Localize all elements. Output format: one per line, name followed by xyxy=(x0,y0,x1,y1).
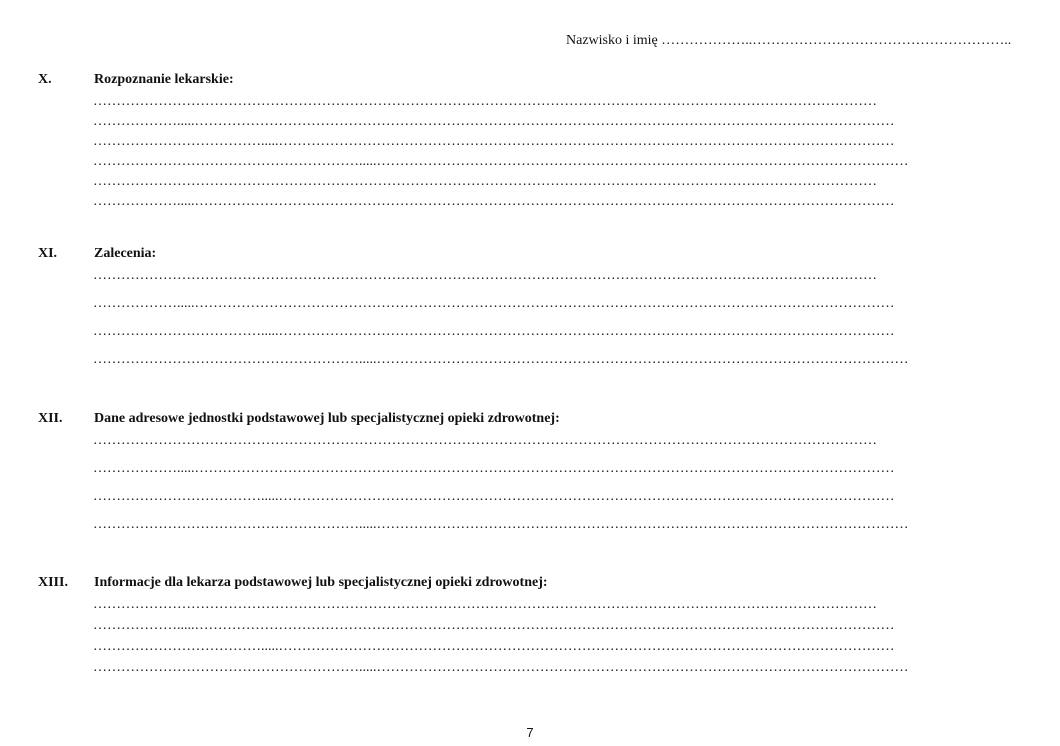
patient-name-field[interactable]: Nazwisko i imię ………………..……………………………………………….. xyxy=(566,33,1012,48)
section-number: XIII. xyxy=(38,575,68,590)
recommendations-lines xyxy=(93,266,1051,378)
facility-address-line-4[interactable]: ………………………………………………….....…………………………………………………………………………………………………… xyxy=(93,517,909,532)
recommendations-line-1[interactable]: …………………………………………………………………………………………………………………………………………………… xyxy=(93,268,877,283)
doctor-information-line-3[interactable]: ……………………………….....…………………………………………………………………………………………………………………… xyxy=(93,639,895,654)
doctor-information-lines xyxy=(93,595,1051,679)
diagnosis-line-1[interactable]: …………………………………………………………………………………………………………………………………………………… xyxy=(93,94,877,109)
diagnosis-line-5[interactable]: …………………………………………………………………………………………………………………………………………………… xyxy=(93,174,877,189)
section-title: Rozpoznanie lekarskie: xyxy=(94,72,234,87)
section-title: Zalecenia: xyxy=(94,246,157,261)
recommendations-line-3[interactable]: ……………………………….....…………………………………………………………………………………………………………………… xyxy=(93,324,895,339)
recommendations-line-4[interactable]: ………………………………………………….....…………………………………………………………………………………………………… xyxy=(93,352,909,367)
doctor-information-line-4[interactable]: ………………………………………………….....…………………………………………………………………………………………………… xyxy=(93,660,909,675)
section-title: Dane adresowe jednostki podstawowej lub specjalistycznej opieki zdrowotnej: xyxy=(94,411,560,426)
facility-address-line-1[interactable]: …………………………………………………………………………………………………………………………………………………… xyxy=(93,433,877,448)
doctor-information-line-1[interactable]: …………………………………………………………………………………………………………………………………………………… xyxy=(93,597,877,612)
doctor-information-line-2[interactable]: ……………….....…………………………………………………………………………………………………………………………………… xyxy=(93,618,895,633)
diagnosis-lines xyxy=(93,92,1051,212)
diagnosis-line-6[interactable]: ……………….....…………………………………………………………………………………………………………………………………… xyxy=(93,194,895,209)
diagnosis-line-2[interactable]: ……………….....…………………………………………………………………………………………………………………………………… xyxy=(93,114,895,129)
diagnosis-line-3[interactable]: ……………………………….....…………………………………………………………………………………………………………………… xyxy=(93,134,895,149)
page-number: 7 xyxy=(526,725,534,740)
section-number: XII. xyxy=(38,411,63,426)
diagnosis-line-4[interactable]: ………………………………………………….....…………………………………………………………………………………………………… xyxy=(93,154,909,169)
section-number: XI. xyxy=(38,246,58,261)
section-number: X. xyxy=(38,72,52,87)
section-title: Informacje dla lekarza podstawowej lub specjalistycznej opieki zdrowotnej: xyxy=(94,575,548,590)
facility-address-line-3[interactable]: ……………………………….....…………………………………………………………………………………………………………………… xyxy=(93,489,895,504)
facility-address-lines xyxy=(93,431,1051,543)
recommendations-line-2[interactable]: ……………….....…………………………………………………………………………………………………………………………………… xyxy=(93,296,895,311)
facility-address-line-2[interactable]: ……………….....…………………………………………………………………………………………………………………………………… xyxy=(93,461,895,476)
